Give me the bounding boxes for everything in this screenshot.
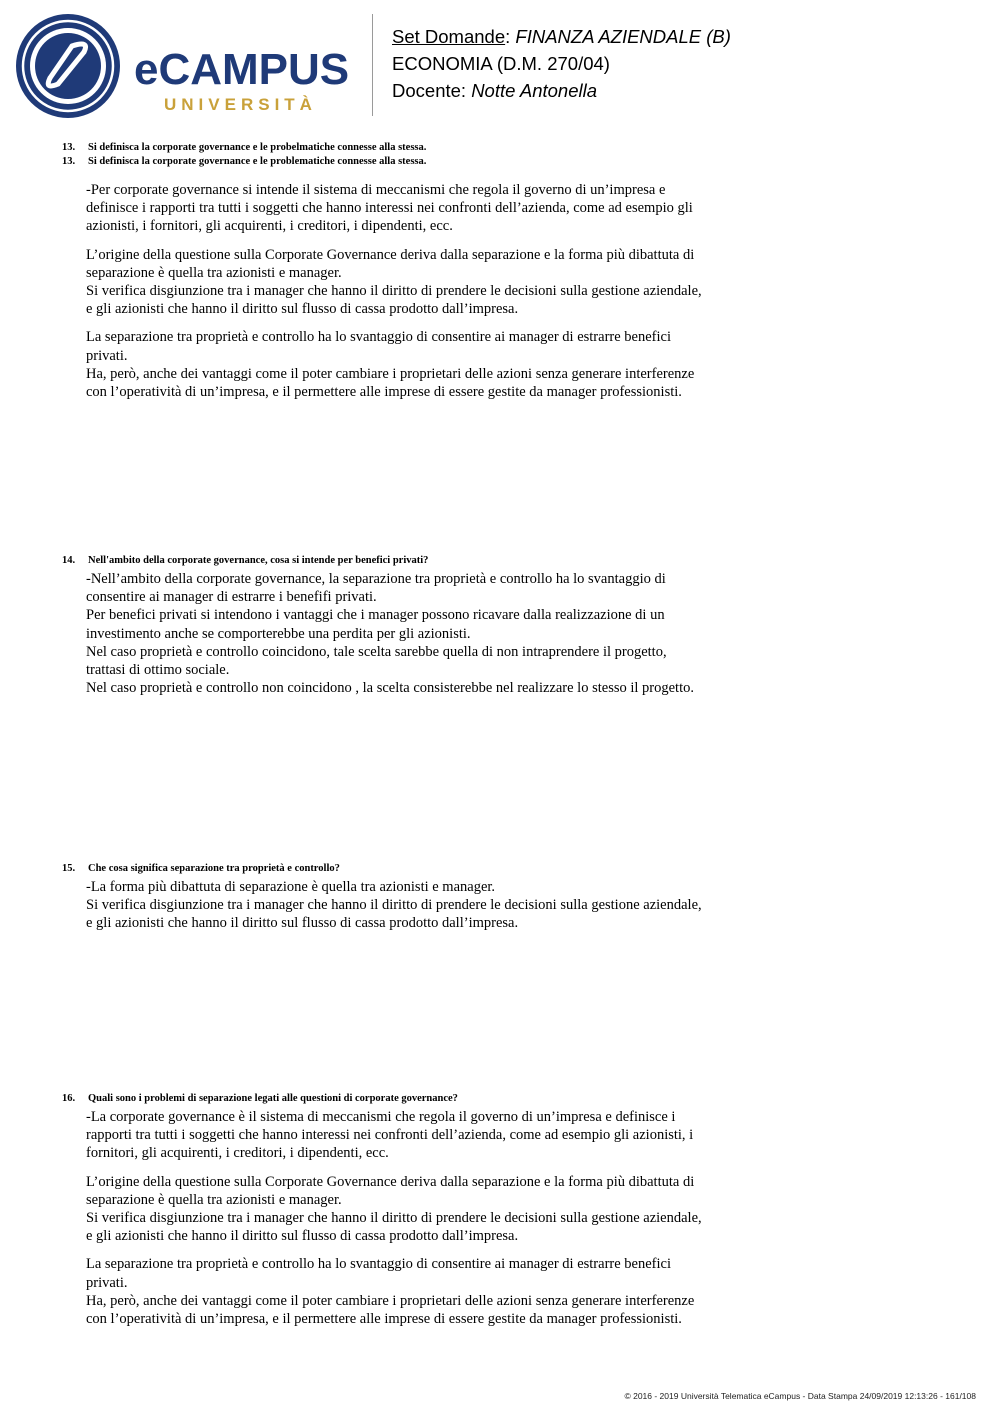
answer-paragraph <box>86 570 786 697</box>
question-13-title <box>62 156 426 167</box>
answer-line: -Per corporate governance si intende il sistema di meccanismi che regola il governo di un’impresa e <box>86 182 666 198</box>
answer-paragraph <box>86 328 786 401</box>
answer-line: con l’operatività di un’impresa, e il permettere alle imprese di essere gestite da manager professionisti. <box>86 384 682 401</box>
answer-line: La separazione tra proprietà e controllo ha lo svantaggio di consentire ai manager di estrarre benefici <box>86 1256 671 1273</box>
answer-14 <box>86 570 786 707</box>
degree-title: ECONOMIA (D.M. 270/04) <box>392 53 610 74</box>
question-13-title-original <box>62 142 426 153</box>
answer-paragraph <box>86 1255 786 1328</box>
answer-line: Ha, però, anche dei vantaggi come il poter cambiare i proprietari delle azioni senza generare interferenze <box>86 365 695 382</box>
logo-subtitle: UNIVERSITÀ <box>164 95 317 114</box>
course-title: FINANZA AZIENDALE (B) <box>515 26 731 47</box>
answer-paragraph <box>86 878 786 933</box>
answer-line: L’origine della questione sulla Corporate Governance deriva dalla separazione e la forma più dibattuta di <box>86 1173 695 1190</box>
question-title: Si definisca la corporate governance e le problematiche connesse alla stessa. <box>88 156 427 167</box>
answer-paragraph <box>86 181 786 236</box>
question-number: 15. <box>62 863 76 874</box>
answer-paragraph <box>86 1108 786 1163</box>
answer-line: Si verifica disgiunzione tra i manager che hanno il diritto di prendere le decisioni sulla gestione aziendale, <box>86 283 702 300</box>
answer-15 <box>86 878 786 943</box>
answer-line: con l’operatività di un’impresa, e il permettere alle imprese di essere gestite da manager professionisti. <box>86 1311 682 1328</box>
teacher-line <box>392 77 597 104</box>
answer-line: investimento anche se comporterebbe una perdita per gli azionisti. <box>86 625 471 642</box>
answer-paragraph <box>86 1173 786 1246</box>
header-divider <box>372 14 373 116</box>
question-number: 13. <box>62 142 76 153</box>
answer-13 <box>86 181 786 411</box>
answer-line: separazione è quella tra azionisti e manager. <box>86 1191 342 1208</box>
ecampus-logo <box>14 12 359 120</box>
answer-paragraph <box>86 246 786 319</box>
set-label: Set Domande <box>392 26 506 47</box>
answer-line: -La corporate governance è il sistema di meccanismi che regola il governo di un’impresa e definisce i <box>86 1109 676 1125</box>
question-title: Si definisca la corporate governance e le probelmatiche connesse alla stessa. <box>88 142 427 153</box>
question-15-title <box>62 863 340 874</box>
set-separator: : <box>505 26 516 47</box>
answer-line: L’origine della questione sulla Corporate Governance deriva dalla separazione e la forma più dibattuta di <box>86 246 695 263</box>
answer-line: fornitori, gli acquirenti, i creditori, i dipendenti, ecc. <box>86 1145 389 1162</box>
question-16-title <box>62 1093 458 1104</box>
question-number: 16. <box>62 1093 76 1104</box>
answer-line: -Nell’ambito della corporate governance, la separazione tra proprietà e controllo ha lo svantaggio di <box>86 571 666 587</box>
answer-line: e gli azionisti che hanno il diritto sul flusso di cassa prodotto dall’impresa. <box>86 1228 519 1245</box>
logo-wordmark: eCAMPUS <box>134 45 350 94</box>
answer-line: Nel caso proprietà e controllo non coincidono , la scelta consisterebbe nel realizzare lo stesso il progetto. <box>86 680 694 697</box>
answer-line: rapporti tra tutti i soggetti che hanno interessi nei confronti dell’azienda, come ad esempio gli azionisti, i <box>86 1127 694 1144</box>
question-title: Che cosa significa separazione tra proprietà e controllo? <box>88 863 340 874</box>
question-title: Nell'ambito della corporate governance, cosa si intende per benefici privati? <box>88 555 429 566</box>
header-set-line <box>392 23 731 50</box>
answer-line: trattasi di ottimo sociale. <box>86 662 230 679</box>
question-number: 14. <box>62 555 76 566</box>
answer-line: Ha, però, anche dei vantaggi come il poter cambiare i proprietari delle azioni senza generare interferenze <box>86 1292 695 1309</box>
answer-line: Per benefici privati si intendono i vantaggi che i manager possono ricavare dalla realizzazione di un <box>86 607 665 624</box>
answer-line: privati. <box>86 347 128 364</box>
answer-line: consentire ai manager di estrarre i benefifi privati. <box>86 589 377 606</box>
answer-line: definisce i rapporti tra tutti i soggetti che hanno interessi nei confronti dell’azienda, come ad esempio gli <box>86 200 693 217</box>
page-footer: © 2016 - 2019 Università Telematica eCampus - Data Stampa 24/09/2019 12:13:26 - 161/108 <box>624 1391 976 1401</box>
answer-line: e gli azionisti che hanno il diritto sul flusso di cassa prodotto dall’impresa. <box>86 301 519 318</box>
teacher-label: Docente: <box>392 80 472 101</box>
answer-line: separazione è quella tra azionisti e manager. <box>86 264 342 281</box>
question-14-title <box>62 555 428 566</box>
answer-line: Nel caso proprietà e controllo coincidono, tale scelta sarebbe quella di non intraprendere il progetto, <box>86 643 667 660</box>
answer-line: azionisti, i fornitori, gli acquirenti, i creditori, i dipendenti, ecc. <box>86 218 453 235</box>
answer-line: Si verifica disgiunzione tra i manager che hanno il diritto di prendere le decisioni sulla gestione aziendale, <box>86 1210 702 1227</box>
answer-line: e gli azionisti che hanno il diritto sul flusso di cassa prodotto dall’impresa. <box>86 915 519 932</box>
teacher-name: Notte Antonella <box>471 80 598 101</box>
question-title: Quali sono i problemi di separazione legati alle questioni di corporate governance? <box>88 1093 458 1104</box>
answer-line: privati. <box>86 1274 128 1291</box>
answer-line: -La forma più dibattuta di separazione è quella tra azionisti e manager. <box>86 879 496 895</box>
answer-16 <box>86 1108 786 1338</box>
answer-line: La separazione tra proprietà e controllo ha lo svantaggio di consentire ai manager di estrarre benefici <box>86 329 671 346</box>
answer-line: Si verifica disgiunzione tra i manager che hanno il diritto di prendere le decisioni sulla gestione aziendale, <box>86 897 702 914</box>
question-number: 13. <box>62 156 76 167</box>
